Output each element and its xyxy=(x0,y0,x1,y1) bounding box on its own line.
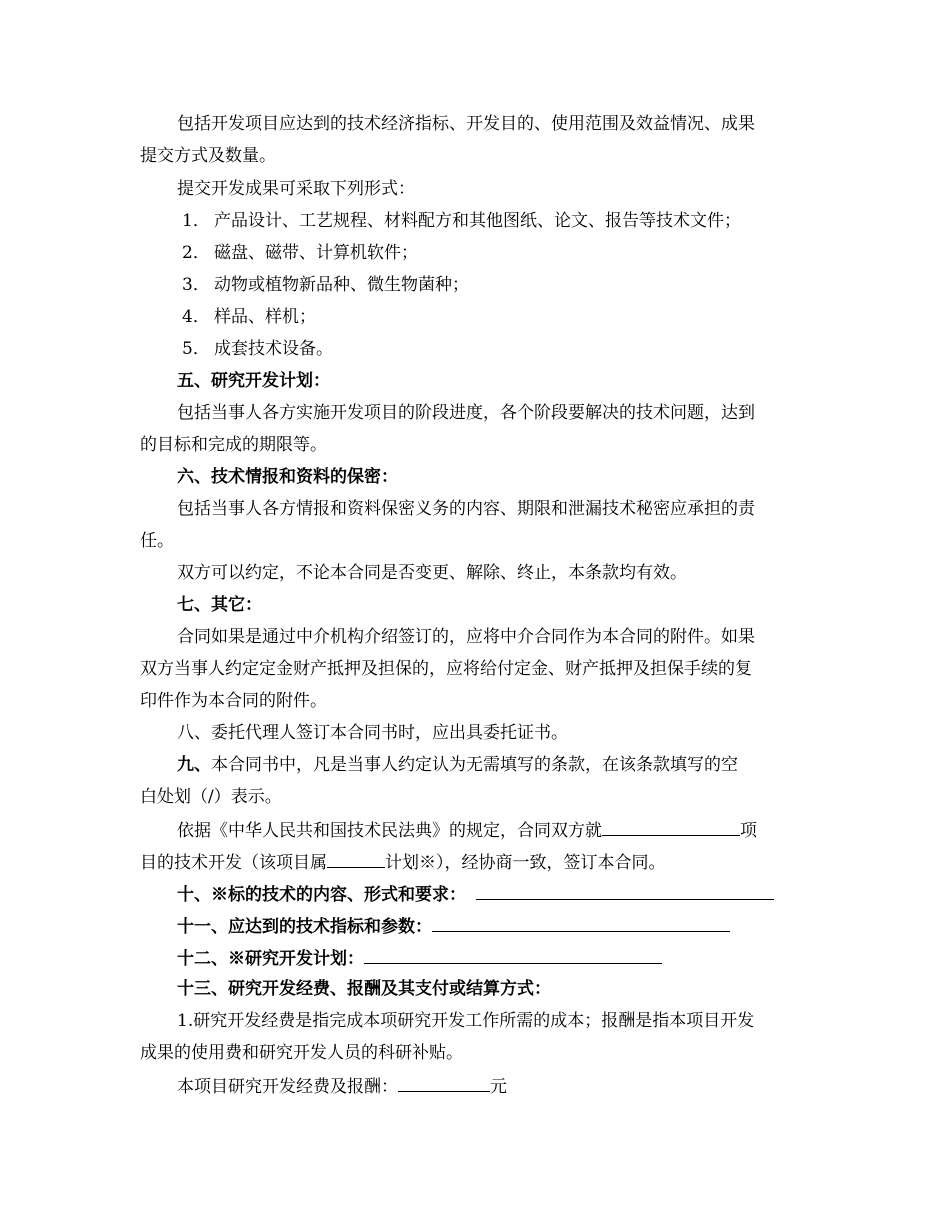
section-heading: 六、技术情报和资料的保密： xyxy=(177,467,398,487)
paragraph-line: 包括开发项目应达到的技术经济指标、开发目的、使用范围及效益情况、成果 xyxy=(177,114,755,134)
list-item xyxy=(182,338,333,360)
rd-plan-blank[interactable] xyxy=(364,946,662,964)
paragraph-line: 印件作为本合同的附件。 xyxy=(140,691,327,711)
paragraph-line: 任。 xyxy=(140,531,174,551)
list-item xyxy=(182,274,469,296)
list-text: 磁盘、磁带、计算机软件； xyxy=(214,243,418,263)
list-item xyxy=(182,306,316,328)
technical-indicators-blank[interactable] xyxy=(432,914,730,932)
list-text: 产品设计、工艺规程、材料配方和其他图纸、论文、报告等技术文件； xyxy=(214,211,741,231)
paragraph-line: 双方当事人约定定金财产抵押及担保的，应将给付定金、财产抵押及担保手续的复 xyxy=(140,659,752,679)
section-heading: 七、其它： xyxy=(177,595,262,615)
section-title: 十二、※研究开发计划： xyxy=(177,949,364,969)
list-text: 样品、样机； xyxy=(214,307,316,327)
section-heading xyxy=(177,914,730,938)
paragraph-text: 项 xyxy=(740,821,757,841)
paragraph-line: 包括当事人各方情报和资料保密义务的内容、期限和泄漏技术秘密应承担的责 xyxy=(177,499,755,519)
content-requirements-blank[interactable] xyxy=(476,882,774,900)
paragraph-line: 成果的使用费和研究开发人员的科研补贴。 xyxy=(140,1043,463,1063)
plan-type-blank[interactable] xyxy=(327,850,385,868)
paragraph-line: 合同如果是通过中介机构介绍签订的，应将中介合同作为本合同的附件。如果 xyxy=(177,627,755,647)
paragraph-line: 双方可以约定，不论本合同是否变更、解除、终止，本条款均有效。 xyxy=(177,563,687,583)
paragraph-line: 白处划（/）表示。 xyxy=(140,787,282,807)
paragraph-line: 提交方式及数量。 xyxy=(140,146,276,166)
list-number: 4． xyxy=(182,307,210,327)
paragraph-text: 目的技术开发（该项目属 xyxy=(140,853,327,873)
project-name-blank[interactable] xyxy=(602,818,740,836)
paragraph-text: 依据《中华人民共和国技术民法典》的规定，合同双方就 xyxy=(177,821,602,841)
list-number: 2． xyxy=(182,243,210,263)
section-heading xyxy=(177,946,662,970)
fee-unit: 元 xyxy=(490,1077,507,1097)
paragraph-text: 计划※），经协商一致，签订本合同。 xyxy=(385,853,666,873)
list-text: 成套技术设备。 xyxy=(214,339,333,359)
paragraph-line: 1.研究开发经费是指完成本项研究开发工作所需的成本；报酬是指本项目开发 xyxy=(177,1011,755,1031)
section-title: 十一、应达到的技术指标和参数： xyxy=(177,917,432,937)
paragraph-line: 提交开发成果可采取下列形式： xyxy=(177,179,415,199)
fee-amount-blank[interactable] xyxy=(398,1074,490,1092)
paragraph-line: 的目标和完成的期限等。 xyxy=(140,435,327,455)
section-number: 九、 xyxy=(177,755,211,775)
list-number: 1． xyxy=(182,211,210,231)
section-heading: 十三、研究开发经费、报酬及其支付或结算方式： xyxy=(177,979,551,999)
paragraph-text: 本合同书中，凡是当事人约定认为无需填写的条款，在该条款填写的空 xyxy=(211,755,738,775)
section-heading: 五、研究开发计划： xyxy=(177,371,330,391)
section-heading xyxy=(177,882,774,906)
paragraph-line xyxy=(177,818,757,842)
list-item xyxy=(182,210,741,232)
paragraph-line: 包括当事人各方实施开发项目的阶段进度，各个阶段要解决的技术问题，达到 xyxy=(177,403,755,423)
list-number: 5． xyxy=(182,339,210,359)
paragraph-line xyxy=(177,754,738,776)
list-item xyxy=(182,242,418,264)
list-number: 3． xyxy=(182,275,210,295)
fee-label: 本项目研究开发经费及报酬： xyxy=(177,1077,398,1097)
paragraph-line xyxy=(177,1074,507,1098)
section-title: 十、※标的技术的内容、形式和要求： xyxy=(177,885,466,905)
paragraph-line xyxy=(140,850,666,874)
paragraph-line: 八、委托代理人签订本合同书时，应出具委托证书。 xyxy=(177,723,568,743)
list-text: 动物或植物新品种、微生物菌种； xyxy=(214,275,469,295)
